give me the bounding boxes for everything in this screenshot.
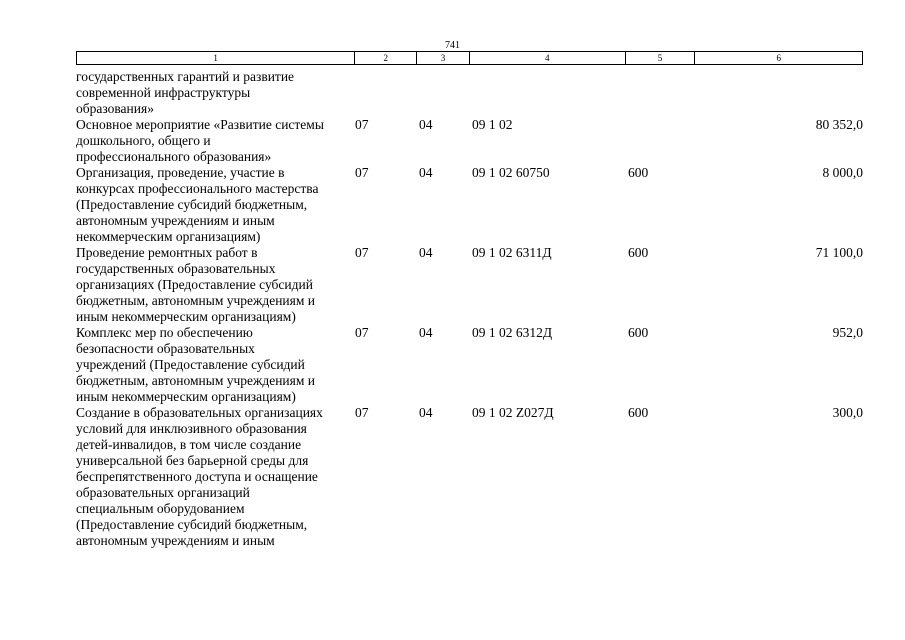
row-amount: 71 100,0: [815, 245, 863, 260]
header-col-4: 4: [470, 52, 626, 64]
row-section: 07: [355, 405, 369, 420]
row-name: Организация, проведение, участие в конкурсах профессионального мастерства (Предоставление субсидий бюджетным, автономным учреждениям и иным некоммерческим организациям): [76, 165, 319, 244]
row-subsection: 04: [419, 245, 433, 260]
table-body: [76, 69, 863, 549]
row-type: 600: [628, 405, 649, 420]
row-type: 600: [628, 325, 649, 340]
row-type: 600: [628, 165, 649, 180]
row-target: 09 1 02 6312Д: [472, 325, 553, 340]
row-subsection: [417, 69, 470, 117]
table-row: [76, 117, 863, 165]
header-col-3: 3: [417, 52, 470, 64]
row-section: 07: [355, 117, 369, 132]
row-subsection: 04: [419, 117, 433, 132]
table-row: [76, 325, 863, 405]
table-row: [76, 165, 863, 245]
row-type: [626, 69, 696, 117]
row-target: 09 1 02 6311Д: [472, 245, 552, 260]
row-section: 07: [355, 165, 369, 180]
row-target: 09 1 02: [472, 117, 513, 132]
row-name: Основное мероприятие «Развитие системы дошкольного, общего и профессионального образования»: [76, 117, 324, 164]
row-subsection: 04: [419, 165, 433, 180]
header-col-2: 2: [355, 52, 417, 64]
table-row: [76, 405, 863, 549]
row-name: государственных гарантий и развитие современной инфраструктуры образования»: [76, 69, 295, 116]
row-name: Проведение ремонтных работ в государственных образовательных организациях (Предоставление субсидий бюджетным, автономным учреждениям и иным некоммерческим организациям): [76, 245, 316, 324]
table-row: [76, 69, 863, 117]
row-type: [626, 117, 696, 165]
row-name: Комплекс мер по обеспечению безопасности образовательных учреждений (Предоставление субсидий бюджетным, автономным учреждениям и иным некоммерческим организациям): [76, 325, 316, 404]
table-row: [76, 245, 863, 325]
row-type: 600: [628, 245, 649, 260]
header-col-5: 5: [626, 52, 696, 64]
row-amount: 80 352,0: [815, 117, 863, 132]
row-target: 09 1 02 Z027Д: [472, 405, 554, 420]
page-number: 741: [445, 40, 460, 51]
row-amount: 300,0: [832, 405, 863, 420]
row-name: Создание в образовательных организациях условий для инклюзивного образования детей-инвалидов, в том числе создание универсальной без барьерной среды для беспрепятственного доступа и оснащение образовательных организаций специальным оборудованием (Предоставление субсидий бюджетным, автономным учреждениям и иным: [76, 405, 323, 548]
row-amount: 8 000,0: [822, 165, 863, 180]
row-target: 09 1 02 60750: [472, 165, 550, 180]
row-section: 07: [355, 325, 369, 340]
row-target: [470, 69, 626, 117]
row-subsection: 04: [419, 405, 433, 420]
row-section: [355, 69, 417, 117]
row-amount: 952,0: [832, 325, 863, 340]
row-subsection: 04: [419, 325, 433, 340]
row-section: 07: [355, 245, 369, 260]
header-col-6: 6: [776, 53, 781, 63]
header-col-1: 1: [77, 52, 355, 64]
row-amount: [696, 69, 863, 117]
table-header: [76, 51, 863, 65]
